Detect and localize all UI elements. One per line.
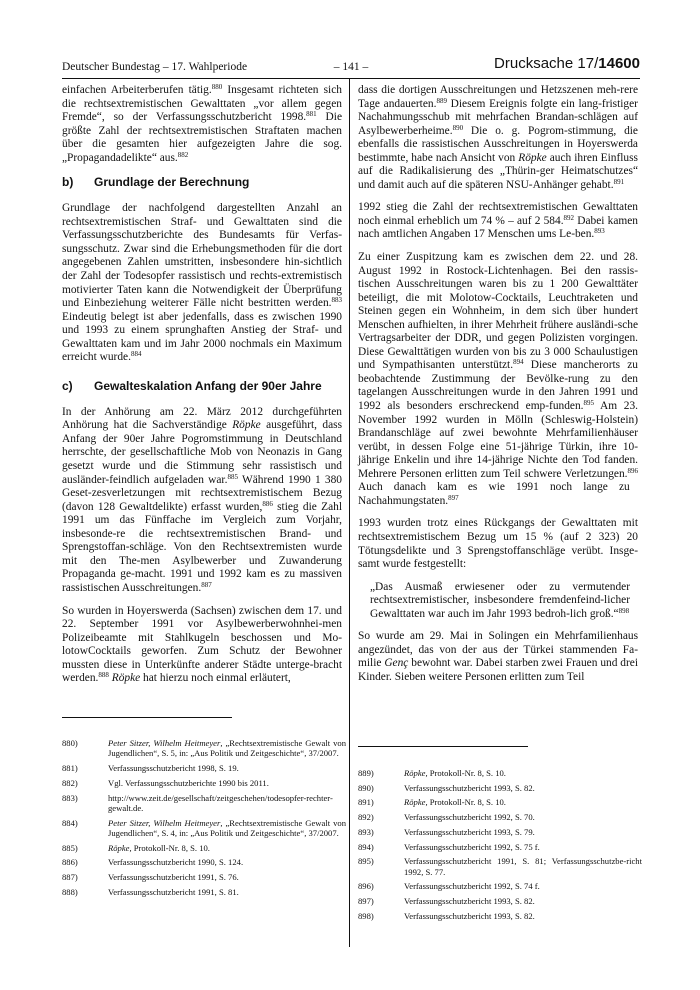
footnote-number: 887) xyxy=(62,872,78,883)
footnote-number: 894) xyxy=(358,841,374,852)
text: Zu einer Zuspitzung kam es zwischen dem 22. und 28. August 1992 in Rostock-Lichtenhagen. Bei den rassis-tischen Ausschreitungen waren bis zu 1 200 Gewalttäter beteiligt, die mit Molotow-Cocktails, Leuchtraketen und Steinen gegen ein Wohnheim, in dem sich über hundert Menschen aufhielten, in ihrer Mehrheit frühere ausländi-sche Vertragsarbeiter der DDR, und gegen Polizisten vorgingen. Diese Gewalttätigen wurden von bis zu 3 000 Schaulustigen und Sympathisanten unterstützt. xyxy=(358,251,638,372)
footnote-body: Verfassungsschutzbericht 1998, S. 19. xyxy=(108,763,239,774)
footnote-text xyxy=(404,881,642,891)
text: dass die dortigen Ausschreitungen und Hetzszenen meh-rere Tage andauerten. xyxy=(358,84,638,110)
text: hat hierzu noch einmal erläutert, xyxy=(140,672,291,685)
footnote-body: Verfassungsschutzbericht 1993, S. 82. xyxy=(404,896,535,907)
footnote-number: 889) xyxy=(358,768,374,778)
footnote-ref[interactable]: 881 xyxy=(306,110,317,119)
footnote-author: Röpke xyxy=(404,768,426,778)
footnote xyxy=(358,881,642,891)
left-column xyxy=(62,84,342,686)
section-title: Grundlage der Berechnung xyxy=(94,175,250,190)
footnote-text xyxy=(108,793,346,814)
text: bewohnt war. Dabei starben zwei Frauen und drei Kinder. Sieben weitere Personen erlitten zum Teil xyxy=(358,657,638,683)
footnote-body: Vgl. Verfassungsschutzberichte 1990 bis 2011. xyxy=(108,777,269,788)
footnote xyxy=(62,818,346,839)
text: stieg die Zahl 1991 um das Fünffache im Vergleich zum Vorjahr, insbesonde-re die rechtsextremistischen Brand- und Sprengstoffan-schläge. Von den Rechtsextremisten wurde mit den The-men Asylbewerber und Zuwanderung Propaganda ge-macht. 1991 und 1992 kam es zu massiven rassistischen Ausschreitungen. xyxy=(62,500,342,594)
footnote-body: Verfassungsschutzbericht 1993, S. 82. xyxy=(404,910,535,921)
text: ausgeführt, dass Anfang der 90er Jahre Pogromstimmung in Deutschland herrschte, der gesellschaftliche Mob von Neonazis in Gang gesetzt wurde und die Stimmung sehr rassistisch und ausländer-feindlich aufgeladen war. xyxy=(62,419,342,486)
paragraph xyxy=(62,605,342,686)
text: So wurden in Hoyerswerda (Sachsen) zwischen dem 17. und 22. September 1991 vor Asylbewerberwohnhei-men Polizeibeamte mit Stahlkugeln beschossen und Mo-lotowCocktails geworfen. Zum Schutz der Bewohner mussten diese in Unterkünfte anderer Städte unterge-bracht werden. xyxy=(62,604,342,685)
footnote-ref[interactable]: 893 xyxy=(594,227,605,236)
person-name: Röpke xyxy=(518,151,547,164)
footnote-body: Verfassungsschutzbericht 1991, S. 76. xyxy=(108,872,239,883)
person-name: Röpke xyxy=(232,419,261,432)
footnote xyxy=(62,872,346,882)
footnote-ref[interactable]: 895 xyxy=(583,399,595,408)
text: Auch danach kam es wie 1991 noch lange zu Nachahmungstaten. xyxy=(358,481,630,507)
block-quote xyxy=(370,581,630,622)
footnote-number: 888) xyxy=(62,886,78,897)
footnote-number: 895) xyxy=(358,856,374,867)
footnote-number: 891) xyxy=(358,797,374,808)
footnote-number: 883) xyxy=(62,792,78,803)
footnote-body: Verfassungsschutzbericht 1991, S. 81. xyxy=(108,886,239,897)
parliament-period: Deutscher Bundestag – 17. Wahlperiode xyxy=(62,61,248,73)
footnote-ref[interactable]: 892 xyxy=(563,213,575,222)
footnote-author: Röpke xyxy=(108,842,130,853)
text: einfachen Arbeiterberufen tätig. xyxy=(62,84,212,96)
text: Grundlage der nachfolgend dargestellten Anzahl an rechtsextremistischen Straf- und Gewalttaten sind die Verfassungsschutzberichte des Bundesamts für Verfas-sungsschutz. Zwar sind die Erhebungsmethoden für die dort angegebenen Zahlen umstritten, insbesondere hin-sichtlich der Zahl der Todesopfer rassistisch und rechts-extremistisch motivierter Taten kann die Notwendigkeit der Überprüfung und Einbeziehung weiterer Fälle nicht bestritten werden. xyxy=(62,202,342,310)
footnote-ref[interactable]: 891 xyxy=(613,177,625,186)
section-number: b) xyxy=(62,175,74,190)
paragraph xyxy=(358,84,638,192)
text: Während 1990 1 380 Geset-zesverletzungen mit rechtsextremistischem Bezug (davon 128 Gewaltdelikte) erfasst wurden, xyxy=(62,473,342,513)
text: auch ihren Einfluss auf die Radikalisierung des „Thürin-ger Heimatschutzes“ und damit auch auf die späteren NSU-Anhänger gehabt. xyxy=(358,151,638,191)
footnote-number: 885) xyxy=(62,842,78,853)
footnote-number: 898) xyxy=(358,910,374,921)
footnote-ref[interactable]: 885 xyxy=(227,472,238,481)
doc-label: Drucksache xyxy=(494,55,574,72)
text: Die o. g. Pogrom-stimmung, die ebenfalls die rassistischen Ausschreitungen in Hoyerswerda bestimmte, habe nach Ansicht von xyxy=(358,124,638,164)
section-heading-b xyxy=(62,175,342,190)
footnote-ref[interactable]: 882 xyxy=(177,150,189,159)
footnote xyxy=(62,887,346,897)
footnote-ref[interactable]: 894 xyxy=(513,358,524,367)
footnote-text xyxy=(108,857,346,867)
text: Am 23. November 1992 wurden in Mölln (Schleswig-Holstein) Brandanschläge auf zwei bewohnte Mehrfamilienhäuser verübt, in dessen Folge eine 51-jährige Türkin, ihre 10-jährige Enkelin und ihre 14-jährige Nichte den Tod fanden. Mehrere Personen erlitten zum Teil schwere Verletzungen. xyxy=(358,400,638,480)
footnote xyxy=(358,827,642,837)
footnote xyxy=(62,738,346,759)
text: Die größte Zahl der rechtsextremistischen Straftaten machen über die gesamten hier aufgezeigten Jahre die sog. „Propagandadelikte“ aus. xyxy=(62,111,343,164)
footnote-text xyxy=(108,763,346,773)
footnote-body: Verfassungsschutzbericht 1992, S. 74 f. xyxy=(404,881,540,892)
footnote-text xyxy=(108,887,346,897)
footnote-author: Röpke xyxy=(404,797,426,808)
doc-num-prefix: 17/ xyxy=(577,55,599,72)
paragraph xyxy=(62,84,342,165)
text: 1992 stieg die Zahl der rechtsextremistischen Gewalttaten noch einmal erheblich um 74 % – auf 2 584. xyxy=(358,201,638,227)
footnote xyxy=(62,843,346,853)
footnote xyxy=(62,857,346,867)
paragraph xyxy=(358,201,638,242)
section-number: c) xyxy=(62,378,73,393)
paragraph xyxy=(62,202,342,365)
footnote-text xyxy=(404,827,642,837)
footnote xyxy=(358,842,642,852)
footnote-text xyxy=(404,768,642,778)
footnote-text xyxy=(108,778,346,788)
text: „Das Ausmaß erwiesener oder zu vermutender rechtsextremistischer, insbesondere fremdenfeind-licher Gewalttaten war auch im Jahr 1993 bedroh-lich groß.“ xyxy=(370,580,630,620)
family-name: Genç xyxy=(384,657,409,670)
footnote-number: 896) xyxy=(358,881,374,892)
footnote-text xyxy=(404,783,642,793)
footnote xyxy=(62,778,346,788)
paragraph xyxy=(62,406,342,596)
footnote-author: Peter Sitzer, Wilhelm Heitmeyer xyxy=(108,817,221,828)
footnote-ref[interactable]: 886 xyxy=(262,499,273,508)
footnote-ref[interactable]: 890 xyxy=(452,123,464,132)
footnote xyxy=(358,812,642,822)
footnote xyxy=(358,856,642,877)
footnotes-left xyxy=(62,738,346,902)
footnote-text xyxy=(108,843,346,853)
footnote xyxy=(358,768,642,778)
footnote-body: Verfassungsschutzbericht 1992, S. 70. xyxy=(404,812,535,823)
footnote-body: , „Rechtsextremistische Gewalt von Jugendlichen“, S. 5, in: „Aus Politik und Zeitgeschichte“, 37/2007. xyxy=(108,738,346,759)
footnote-text xyxy=(108,738,346,759)
person-name: Röpke xyxy=(111,672,141,685)
footnote-ref[interactable]: 889 xyxy=(436,96,447,105)
footnote-body: http://www.zeit.de/gesellschaft/zeitgeschehen/todesopfer-rechter-gewalt.de. xyxy=(108,792,333,813)
column-divider xyxy=(349,79,350,947)
text: Dabei kamen nach amtlichen Angaben 17 Menschen ums Le-ben. xyxy=(358,214,638,241)
footnote-number: 882) xyxy=(62,777,78,788)
footnote-text xyxy=(404,812,642,822)
footnote-body: Verfassungsschutzbericht 1991, S. 81; Verfassungsschutzbe-richt 1992, S. 77. xyxy=(404,856,642,877)
footnote-ref[interactable]: 897 xyxy=(448,493,459,502)
text: 1993 wurden trotz eines Rückgangs der Gewalttaten mit rechtsextremistischem Bezug um 15 % (auf 2 323) 20 Tötungsdelikte und 3 Sprengstoffanschläge verübt. Insge-samt wurde festgestellt: xyxy=(358,517,638,571)
footnote-number: 892) xyxy=(358,812,374,823)
footnotes-right xyxy=(358,768,642,925)
text: In der Anhörung am 22. März 2012 durchgeführten Anhörung hat die Sachverständige xyxy=(62,405,342,432)
section-title: Gewalteskalation Anfang der 90er Jahre xyxy=(94,378,322,393)
footnote-ref[interactable]: 883 xyxy=(331,296,342,305)
footnote-ref[interactable]: 896 xyxy=(627,466,638,475)
header-rule xyxy=(62,78,640,79)
footnote xyxy=(62,763,346,773)
footnote-body: , Protokoll-Nr. 8, S. 10. xyxy=(129,842,210,853)
footnote-body: Verfassungsschutzbericht 1993, S. 79. xyxy=(404,826,535,837)
footnote-body: Verfassungsschutzbericht 1993, S. 82. xyxy=(404,782,535,793)
footnote-ref[interactable]: 887 xyxy=(201,580,212,589)
paragraph xyxy=(358,251,638,508)
footnote xyxy=(358,896,642,906)
footnote xyxy=(358,797,642,807)
footnote xyxy=(358,911,642,921)
footnote-body: , „Rechtsextremistische Gewalt von Jugendlichen“, S. 4, in: „Aus Politik und Zeitgeschichte“, 37/2007. xyxy=(108,817,346,839)
footnote-number: 881) xyxy=(62,763,78,774)
text: Insgesamt richteten sich die rechtsextremistischen Gewalttaten „vor allem gegen Fremde“, so der Verfassungsschutzbericht 1998. xyxy=(62,84,342,124)
footnote-body: Verfassungsschutzbericht 1990, S. 124. xyxy=(108,857,244,868)
footnote xyxy=(62,793,346,814)
right-column xyxy=(358,84,638,684)
page-number: – 141 – xyxy=(333,61,369,73)
footnote-rule-right xyxy=(358,746,528,747)
document-number xyxy=(494,56,640,72)
paragraph xyxy=(358,517,638,571)
footnote-ref[interactable]: 888 xyxy=(98,671,109,680)
footnote-number: 897) xyxy=(358,896,374,907)
footnote-number: 884) xyxy=(62,817,78,828)
footnote-number: 890) xyxy=(358,782,374,793)
footnote-text xyxy=(404,856,642,877)
footnote-ref[interactable]: 884 xyxy=(130,350,142,359)
paragraph xyxy=(358,630,638,684)
section-heading-c xyxy=(62,379,342,394)
footnote-body: , Protokoll-Nr. 8, S. 10. xyxy=(425,768,506,778)
footnote-text xyxy=(108,818,346,839)
footnote-author: Peter Sitzer, Wilhelm Heitmeyer xyxy=(108,738,221,748)
doc-num-main: 14600 xyxy=(598,55,640,72)
text: Eindeutig belegt ist aber jedenfalls, dass es zwischen 1990 und 1993 zu einem sprunghaften Anstieg der Straf- und Gewalttaten kam und im Jahr 2000 nochmals ein Maximum erreicht wurde. xyxy=(62,310,342,364)
footnote-rule-left xyxy=(62,717,232,718)
footnote-ref[interactable]: 898 xyxy=(618,606,630,615)
footnote-body: Verfassungsschutzbericht 1992, S. 75 f. xyxy=(404,841,540,852)
footnote-text xyxy=(404,842,642,852)
text: Diese mancherorts zu beobachtende Zustimmung der Bevölke-rung zu den tagelangen Ausschreitungen wurde in den Jahren 1991 und 1992 als besonders erschreckend emp-funden. xyxy=(358,359,638,413)
page-header xyxy=(62,57,640,79)
footnote-text xyxy=(404,911,642,921)
footnote xyxy=(358,783,642,793)
footnote-number: 880) xyxy=(62,738,78,748)
footnote-text xyxy=(108,872,346,882)
text: So wurde am 29. Mai in Solingen ein Mehrfamilienhaus angezündet, das von der aus der Türkei stammenden Fa-milie xyxy=(358,630,638,670)
footnote-text xyxy=(404,797,642,807)
text: Diesem Ereignis folgte ein lang-fristiger Nachahmungsschub mit mehrfachen Brandan-schlägen auf Asylbewerberheime. xyxy=(358,97,638,137)
footnote-body: , Protokoll-Nr. 8, S. 10. xyxy=(425,797,506,808)
footnote-number: 886) xyxy=(62,857,78,868)
footnote-text xyxy=(404,896,642,906)
footnote-number: 893) xyxy=(358,826,374,837)
footnote-ref[interactable]: 880 xyxy=(211,83,223,91)
